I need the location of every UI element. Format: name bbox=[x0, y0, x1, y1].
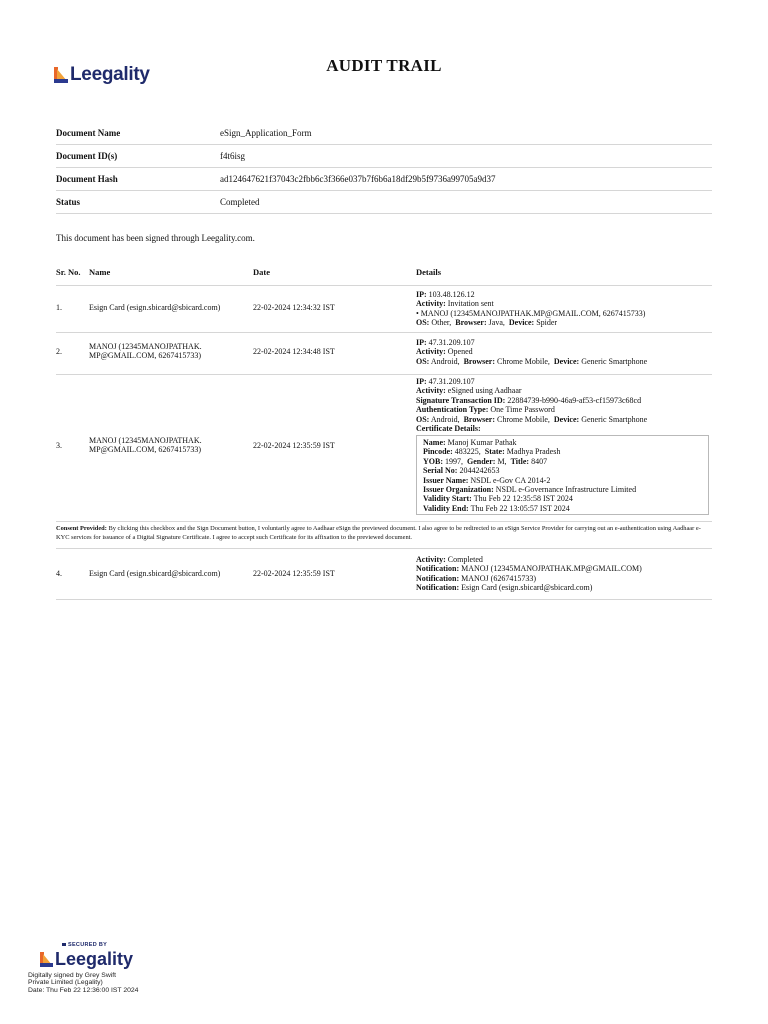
row-3-date: 22-02-2024 12:35:59 IST bbox=[253, 441, 335, 450]
device-label: Device: bbox=[508, 318, 535, 328]
row-1-name: Esign Card (esign.sbicard@sbicard.com) bbox=[89, 303, 221, 312]
name-line: MANOJ (12345MANOJPATHAK. bbox=[89, 342, 202, 351]
cert-details-label: Certificate Details: bbox=[416, 424, 481, 434]
row-3-details bbox=[416, 377, 647, 433]
cert-name-label: Name: bbox=[423, 438, 446, 447]
signature-line: Date: Thu Feb 22 12:36:00 IST 2024 bbox=[28, 986, 139, 994]
device-value: Generic Smartphone bbox=[581, 356, 648, 366]
meta-label: Document ID(s) bbox=[56, 145, 220, 168]
secured-by-text: SECURED BY bbox=[68, 942, 108, 948]
auth-value: One Time Password bbox=[490, 405, 555, 415]
document-meta-table bbox=[56, 122, 712, 214]
cert-issuer: NSDL e-Gov CA 2014-2 bbox=[470, 475, 551, 485]
meta-label: Document Hash bbox=[56, 168, 220, 191]
cert-start-label: Validity Start: bbox=[423, 494, 472, 504]
ip-label: IP: bbox=[416, 338, 427, 347]
row-4-name: Esign Card (esign.sbicard@sbicard.com) bbox=[89, 569, 221, 578]
certificate-details-box bbox=[416, 435, 709, 515]
notification-label: Notification: bbox=[416, 564, 460, 574]
header-date: Date bbox=[253, 267, 270, 277]
os-label: OS: bbox=[416, 414, 430, 424]
digital-signature-stamp bbox=[28, 942, 138, 994]
row-1-sr: 1. bbox=[56, 303, 62, 312]
notification-value: MANOJ (12345MANOJPATHAK.MP@GMAIL.COM) bbox=[461, 564, 642, 574]
signed-through-note: This document has been signed through Leegality.com. bbox=[56, 233, 255, 243]
row-4-date: 22-02-2024 12:35:59 IST bbox=[253, 569, 335, 578]
os-value: Other, bbox=[431, 318, 452, 328]
cert-state: Madhya Pradesh bbox=[506, 447, 561, 457]
signature-line: Private Limited (Legality) bbox=[28, 979, 103, 987]
os-label: OS: bbox=[416, 356, 430, 366]
browser-value: Java, bbox=[488, 318, 505, 328]
secured-by-label bbox=[62, 942, 138, 948]
row-1-date: 22-02-2024 12:34:32 IST bbox=[253, 303, 335, 312]
row-4-sr: 4. bbox=[56, 569, 62, 578]
notification-value: Esign Card (esign.sbicard@sbicard.com) bbox=[461, 583, 593, 593]
meta-value: eSign_Application_Form bbox=[220, 122, 712, 145]
cert-gender: M, bbox=[497, 456, 507, 466]
divider bbox=[56, 599, 712, 600]
meta-label: Status bbox=[56, 191, 220, 214]
activity-value: Completed bbox=[447, 555, 483, 564]
cert-pincode-label: Pincode: bbox=[423, 447, 453, 457]
ip-value: 47.31.209.107 bbox=[428, 377, 475, 386]
cert-issuer-label: Issuer Name: bbox=[423, 475, 469, 485]
divider bbox=[56, 521, 712, 522]
cert-org-label: Issuer Organization: bbox=[423, 485, 494, 495]
cert-yob: 1997, bbox=[445, 456, 463, 466]
row-2-date: 22-02-2024 12:34:48 IST bbox=[253, 347, 335, 356]
meta-value: ad124647621f37043c2fbb6c3f366e037b7f6b6a18df29b5f9736a99705a9d37 bbox=[220, 168, 712, 191]
consent-provided bbox=[56, 525, 712, 542]
logo-wordmark: Leegality bbox=[70, 64, 150, 85]
browser-label: Browser: bbox=[463, 414, 495, 424]
name-line: MP@GMAIL.COM, 6267415733) bbox=[89, 351, 202, 361]
page-title: AUDIT TRAIL bbox=[326, 56, 442, 75]
footer-logo-wordmark: Leegality bbox=[55, 949, 134, 969]
ip-label: IP: bbox=[416, 290, 427, 299]
cert-title: 8407 bbox=[531, 456, 548, 466]
device-label: Device: bbox=[553, 414, 580, 424]
signature-info bbox=[28, 972, 138, 994]
leegality-mark-icon bbox=[40, 952, 53, 967]
auth-label: Authentication Type: bbox=[416, 405, 489, 415]
cert-start: Thu Feb 22 12:35:58 IST 2024 bbox=[473, 494, 573, 504]
row-2-details bbox=[416, 338, 647, 366]
meta-row-document-id bbox=[56, 145, 712, 168]
divider bbox=[56, 285, 712, 286]
name-line: MP@GMAIL.COM, 6267415733) bbox=[89, 445, 202, 455]
activity-label: Activity: bbox=[416, 386, 446, 396]
divider bbox=[56, 548, 712, 549]
cert-serial-label: Serial No: bbox=[423, 466, 458, 476]
notification-label: Notification: bbox=[416, 573, 460, 583]
browser-value: Chrome Mobile, bbox=[496, 356, 550, 366]
invitee-bullet: • MANOJ (12345MANOJPATHAK.MP@GMAIL.COM, 6267415733) bbox=[416, 308, 646, 318]
cert-title-label: Title: bbox=[510, 456, 530, 466]
header-details: Details bbox=[416, 267, 442, 277]
sigtx-label: Signature Transaction ID: bbox=[416, 395, 506, 405]
cert-end-label: Validity End: bbox=[423, 503, 469, 513]
cert-gender-label: Gender: bbox=[467, 456, 496, 466]
activity-label: Activity: bbox=[416, 299, 446, 309]
cert-end: Thu Feb 22 13:05:57 IST 2024 bbox=[470, 503, 570, 513]
meta-label: Document Name bbox=[56, 122, 220, 145]
meta-value: f4t6isg bbox=[220, 145, 712, 168]
meta-value: Completed bbox=[220, 191, 712, 214]
divider bbox=[56, 374, 712, 375]
device-value: Generic Smartphone bbox=[581, 414, 648, 424]
row-3-sr: 3. bbox=[56, 441, 62, 450]
meta-row-status bbox=[56, 191, 712, 214]
consent-label: Consent Provided: bbox=[56, 525, 107, 532]
cert-name: Manoj Kumar Pathak bbox=[447, 438, 517, 447]
sigtx-value: 22884739-b990-46a9-af53-cf15973c68cd bbox=[507, 395, 642, 405]
activity-label: Activity: bbox=[416, 347, 446, 357]
meta-row-document-hash bbox=[56, 168, 712, 191]
header-name: Name bbox=[89, 267, 111, 277]
ip-value: 103.48.126.12 bbox=[428, 290, 475, 299]
row-2-sr: 2. bbox=[56, 347, 62, 356]
cert-serial: 2044242653 bbox=[459, 466, 500, 476]
activity-label: Activity: bbox=[416, 555, 446, 564]
divider bbox=[56, 332, 712, 333]
cert-pincode: 483225, bbox=[454, 447, 481, 457]
browser-value: Chrome Mobile, bbox=[496, 414, 550, 424]
notification-label: Notification: bbox=[416, 583, 460, 593]
ip-label: IP: bbox=[416, 377, 427, 386]
device-value: Spider bbox=[536, 318, 558, 328]
name-line: MANOJ (12345MANOJPATHAK. bbox=[89, 436, 202, 445]
row-3-name bbox=[89, 436, 202, 455]
signature-line: Digitally signed by Grey Swift bbox=[28, 972, 117, 979]
footer-logo bbox=[40, 949, 138, 970]
ip-value: 47.31.209.107 bbox=[428, 338, 475, 347]
cert-org: NSDL e-Governance Infrastructure Limited bbox=[495, 485, 637, 495]
os-value: Android, bbox=[430, 414, 460, 424]
consent-text: By clicking this checkbox and the Sign Document button, I voluntarily agree to Aadhaar eSign the previewed document. I also agree to be redirected to an eSign Service Provider for carrying out an e-authentication using Aadhaar e-KYC services for issuance of a Digital Signature Certificate. I agree to accept such Certificate for its affixation to the previewed document. bbox=[56, 525, 701, 541]
device-label: Device: bbox=[553, 356, 580, 366]
os-value: Android, bbox=[430, 356, 460, 366]
activity-value: Invitation sent bbox=[447, 299, 494, 309]
cert-yob-label: YOB: bbox=[423, 456, 443, 466]
browser-label: Browser: bbox=[463, 356, 495, 366]
lock-icon bbox=[62, 943, 66, 946]
meta-row-document-name bbox=[56, 122, 712, 145]
row-1-details bbox=[416, 290, 645, 328]
activity-value: eSigned using Aadhaar bbox=[447, 386, 522, 396]
browser-label: Browser: bbox=[455, 318, 487, 328]
row-4-details bbox=[416, 555, 642, 593]
os-label: OS: bbox=[416, 318, 430, 328]
row-2-name bbox=[89, 342, 202, 361]
cert-state-label: State: bbox=[484, 447, 505, 457]
notification-value: MANOJ (6267415733) bbox=[461, 573, 536, 583]
header-sr-no: Sr. No. bbox=[56, 267, 81, 277]
activity-value: Opened bbox=[447, 347, 473, 357]
